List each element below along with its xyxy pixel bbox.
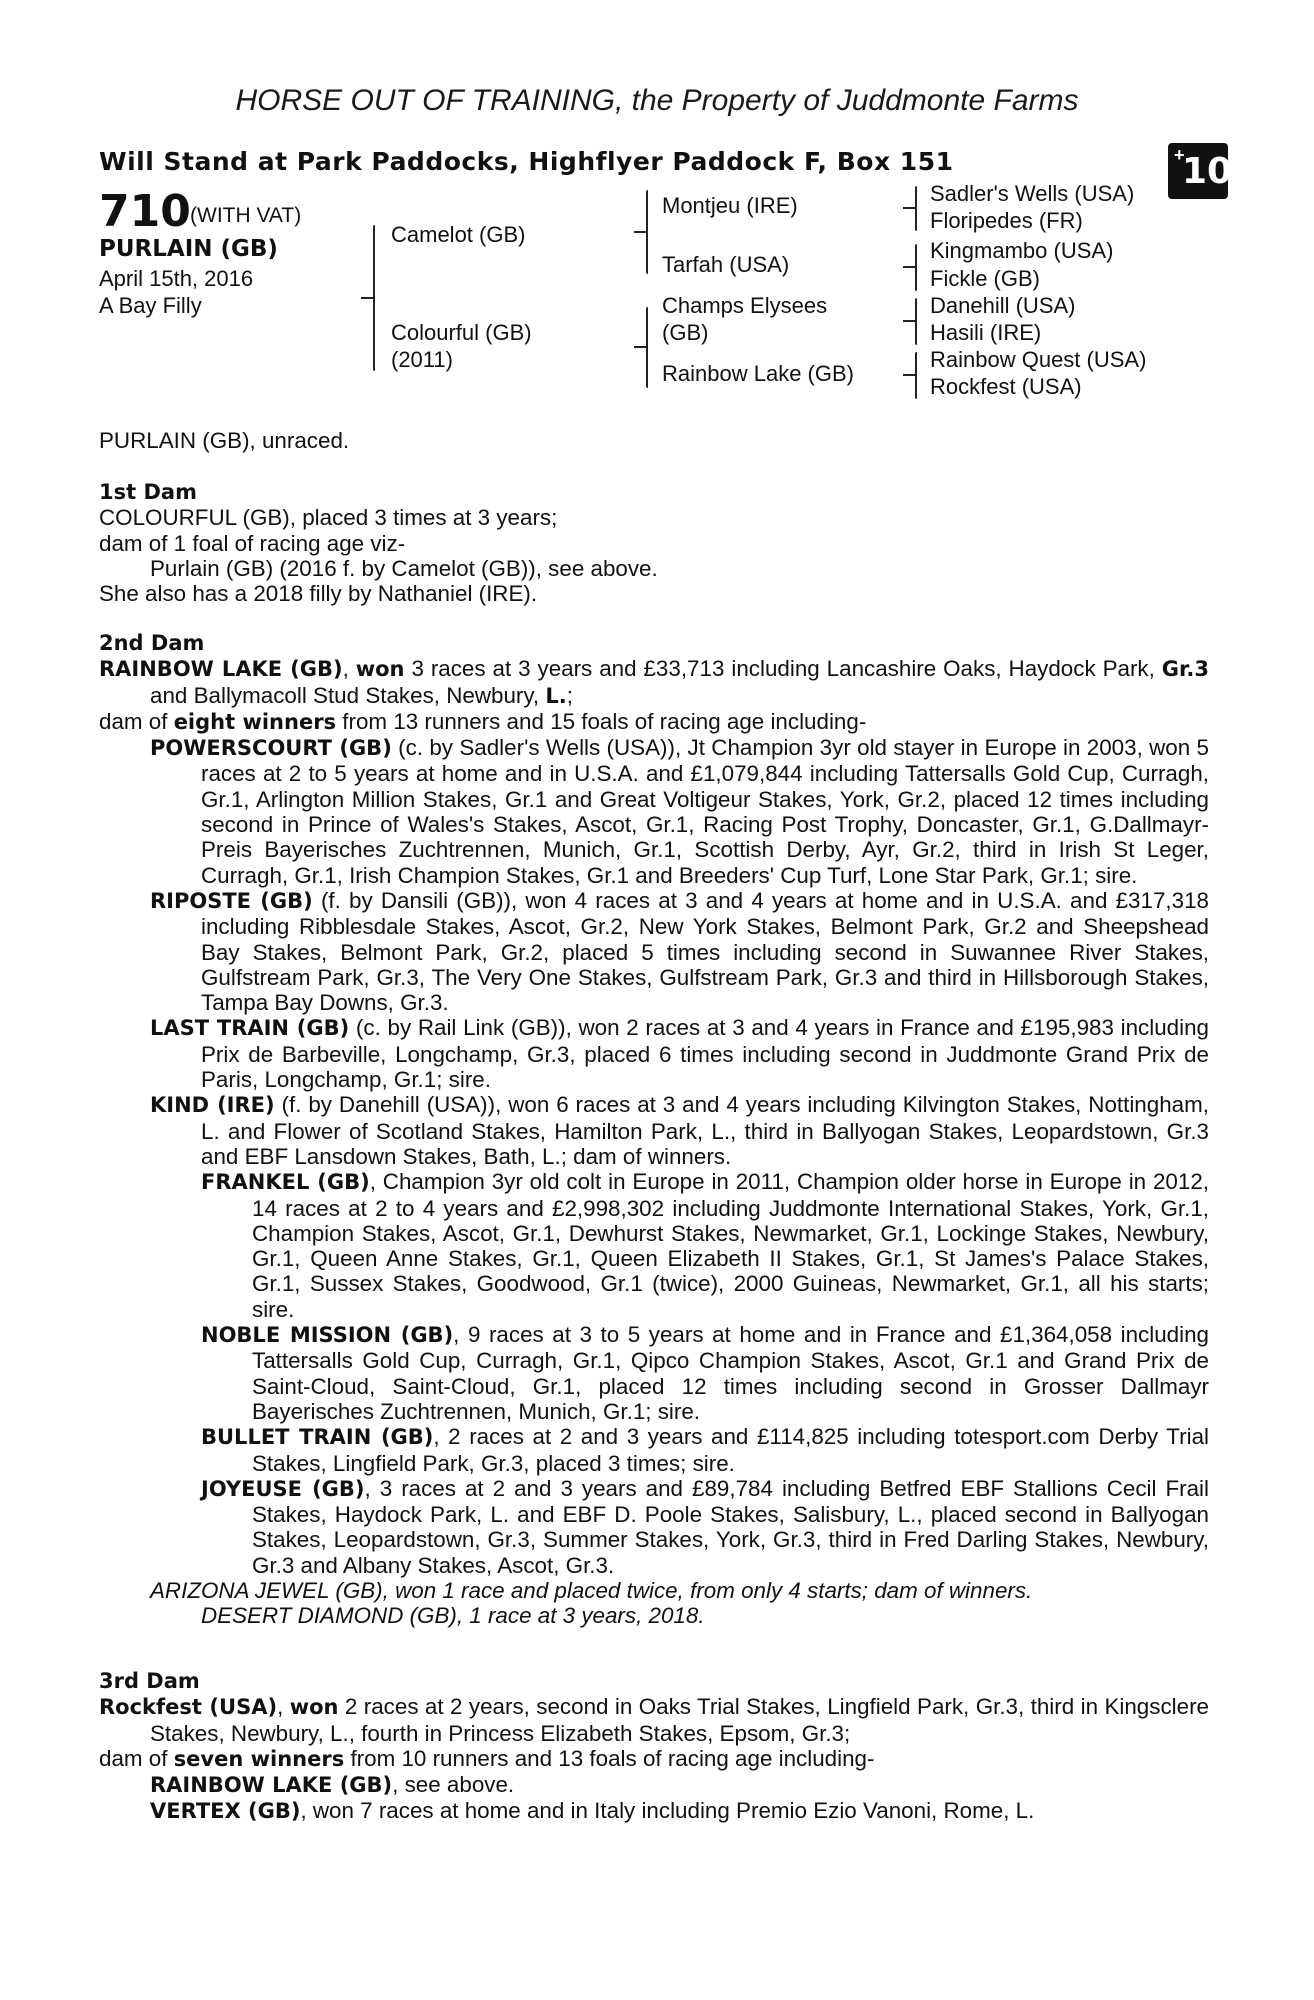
first-dam-section [99,480,1209,606]
ped-sire-dam: Tarfah (USA) [662,252,790,277]
second-dam-text2: and Ballymacoll Stud Stakes, Newbury, [150,682,546,708]
second-dam-record: RAINBOW LAKE (GB), won 3 races at 3 years and £33,713 including Lancashire Oaks, Haydock Park, Gr.3 and Ballymacoll Stud Stakes, Newbury, L.; [99,656,1209,708]
brace-sire [646,190,648,274]
brace-gen3-4 [915,352,917,399]
plus10-badge [1168,143,1233,199]
horse-name: PURLAIN (GB) [99,236,278,262]
produce-joyeuse [201,1476,1209,1578]
second-dam-name: RAINBOW LAKE (GB) [99,657,343,682]
vertex-name: VERTEX (GB) [150,1799,301,1824]
horse-description: A Bay Filly [99,293,202,318]
brace-gen3-2 [915,244,917,291]
ped-dsd: Hasili (IRE) [930,320,1042,345]
joyeuse-text: , 3 races at 2 and 3 years and £89,784 including Betfred EBF Stallions Cecil Frail Stakes, Haydock Park, L. and EBF D. Poole Stakes, Salisbury, L., placed second in Ballyogan Stakes, Leopardstown, Gr.3, Summer Stakes, York, Gr.3, third in Fred Darling Stakes, Newbury, Gr.3 and Albany Stakes, Ascot, Gr.3. [252,1475,1209,1578]
ped-ssd: Floripedes (FR) [930,208,1083,233]
produce-bullet-train [201,1424,1209,1476]
ped-sss: Sadler's Wells (USA) [930,181,1135,206]
kind-text: (f. by Danehill (USA)), won 6 races at 3 and 4 years including Kilvington Stakes, Nottingham, L. and Flower of Scotland Stakes, Hamilton Park, L., third in Ballyogan Stakes, Leopardstown, Gr.3 and EBF Lansdown Stakes, Bath, L.; dam of winners. [201,1092,1209,1169]
rainbow-lake-text: , see above. [392,1772,515,1798]
damof-winners: eight winners [173,709,337,734]
lot-number: 710 [99,186,191,237]
ped-dam-year: (2011) [391,347,453,372]
last-train-name: LAST TRAIN (GB) [150,1016,350,1041]
third-dam-text: 2 races at 2 years, second in Oaks Trial Stakes, Lingfield Park, Gr.3, third in Kingsclere Stakes, Newbury, L., fourth in Princess Elizabeth Stakes, Epsom, Gr.3; [150,1694,1209,1746]
third-dam-name: Rockfest (USA) [99,1695,278,1720]
brace-gen3-1 [915,186,917,231]
first-dam-line1: COLOURFUL (GB), placed 3 times at 3 years; [99,505,558,531]
ped-dam-dam: Rainbow Lake (GB) [662,361,854,386]
stand-location: Will Stand at Park Paddocks, Highflyer Paddock F, Box 151 [99,147,954,176]
powerscourt-text: (c. by Sadler's Wells (USA)), Jt Champion 3yr old stayer in Europe in 2003, won 5 races at 2 to 5 years at home and in U.S.A. and £1,079,844 including Tattersalls Gold Cup, Curragh, Gr.1, Arlington Million Stakes, Gr.1 and Great Voltigeur Stakes, York, Gr.2, placed 12 times including second in Prince of Wales's Stakes, Ascot, Gr.1, Racing Post Trophy, Doncaster, Gr.1, G.Dallmayr-Preis Bayerisches Zuchtrennen, Munich, Gr.1, Scottish Derby, Ayr, Gr.2, third in Irish St Leger, Curragh, Gr.1, Irish Champion Stakes, Gr.1 and Breeders' Cup Turf, Lone Star Park, Gr.1; sire. [201,735,1209,888]
produce-vertex [150,1798,1209,1824]
third-damof-winners: seven winners [173,1746,345,1771]
produce-powerscourt [150,735,1209,888]
second-dam-text1: 3 races at 3 years and £33,713 including Lancashire Oaks, Haydock Park, [404,656,1162,682]
bullet-train-name: BULLET TRAIN (GB) [201,1425,434,1450]
page-heading: HORSE OUT OF TRAINING, the Property of Juddmonte Farms [235,84,1079,117]
third-dam-section [99,1669,1209,1825]
foaling-date: April 15th, 2016 [99,266,254,291]
produce-kind [150,1092,1209,1169]
powerscourt-name: POWERSCOURT (GB) [150,736,392,761]
second-dam-heading: 2nd Dam [99,631,205,655]
damof-a: dam of [99,708,174,734]
ped-sdd: Fickle (GB) [930,266,1040,291]
first-dam-line2: dam of 1 foal of racing age viz- [99,530,406,556]
produce-noble-mission [201,1322,1209,1424]
second-dam-gr3: Gr.3 [1161,657,1209,682]
frankel-name: FRANKEL (GB) [201,1170,370,1195]
third-dam-record: Rockfest (USA), won 2 races at 2 years, second in Oaks Trial Stakes, Lingfield Park, Gr.3, third in Kingsclere Stakes, Newbury, L., fourth in Princess Elizabeth Stakes, Epsom, Gr.3; [99,1694,1209,1746]
third-damof-c: from 10 runners and 13 foals of racing age including- [344,1745,875,1771]
second-dam-text3: ; [566,682,573,708]
joyeuse-name: JOYEUSE (GB) [201,1476,365,1501]
unraced-text: PURLAIN (GB), unraced. [99,428,350,453]
brace-dam [646,307,648,388]
produce-desert-diamond: DESERT DIAMOND (GB), 1 race at 3 years, 2018. [201,1603,705,1629]
ped-ddd: Rockfest (USA) [930,374,1082,399]
noble-mission-text: , 9 races at 3 to 5 years at home and in France and £1,364,058 including Tattersalls Gold Cup, Curragh, Gr.1, Qipco Champion Stakes, Ascot, Gr.1 and Grand Prix de Saint-Cloud, Saint-Cloud, Gr.1, placed 12 times including second in Grosser Dallmayr Bayerisches Zuchtrennen, Munich, Gr.1; sire. [252,1322,1209,1424]
third-dam-heading: 3rd Dam [99,1669,200,1693]
bullet-train-text: , 2 races at 2 and 3 years and £114,825 including totesport.com Derby Trial Stakes, Lingfield Park, Gr.3, placed 3 times; sire. [252,1424,1209,1476]
second-dam-won: won [355,657,405,682]
badge-number: 10 [1182,151,1233,192]
produce-riposte [150,888,1209,1015]
ped-sire: Camelot (GB) [391,222,526,247]
ped-sds: Kingmambo (USA) [930,238,1114,263]
second-dam-section [99,631,1209,1629]
kind-produce [150,1169,1209,1578]
produce-rainbow-lake [150,1772,1209,1798]
produce-arizona-jewel: ARIZONA JEWEL (GB), won 1 race and placed twice, from only 4 starts; dam of winners. [150,1577,1033,1603]
ped-dam: Colourful (GB) [391,320,532,345]
second-dam-listed: L. [545,683,567,708]
third-dam-produce [99,1772,1209,1825]
produce-last-train [150,1015,1209,1092]
second-dam-damof [99,709,1209,735]
vertex-text: , won 7 races at home and in Italy including Premio Ezio Vanoni, Rome, L. [300,1798,1035,1824]
unraced-line [99,428,1209,453]
badge-plus: + [1174,145,1185,165]
brace-gen3-3 [915,298,917,345]
last-train-text: (c. by Rail Link (GB)), won 2 races at 3 and 4 years in France and £195,983 including Prix de Barbeville, Longchamp, Gr.3, placed 6 times including second in Juddmonte Grand Prix de Paris, Longchamp, Gr.1; sire. [201,1015,1210,1093]
ped-dam-sire-country: (GB) [662,320,709,345]
noble-mission-name: NOBLE MISSION (GB) [201,1323,454,1348]
damof-c: from 13 runners and 15 foals of racing age including- [336,708,867,734]
ped-dam-sire: Champs Elysees [662,293,828,318]
second-dam-produce [99,735,1209,1628]
kind-name: KIND (IRE) [150,1093,275,1118]
vat-note: (WITH VAT) [190,204,302,227]
first-dam-produce: Purlain (GB) (2016 f. by Camelot (GB)), see above. [150,555,658,581]
produce-frankel [201,1169,1209,1322]
first-dam-line4: She also has a 2018 filly by Nathaniel (IRE). [99,581,538,607]
brace-gen1 [373,225,375,371]
ped-sire-sire: Montjeu (IRE) [662,193,798,218]
third-dam-won: won [289,1695,339,1720]
rainbow-lake-name: RAINBOW LAKE (GB) [150,1773,393,1798]
ped-dss: Danehill (USA) [930,293,1076,318]
third-damof-a: dam of [99,1745,174,1771]
ped-dds: Rainbow Quest (USA) [930,347,1147,372]
third-dam-damof [99,1746,1209,1772]
frankel-text: , Champion 3yr old colt in Europe in 2011, Champion older horse in Europe in 2012, 14 races at 2 to 4 years and £2,998,302 including Juddmonte International Stakes, York, Gr.1, Champion Stakes, Ascot, Gr.1, Dewhurst Stakes, Newmarket, Gr.1, Lockinge Stakes, Newbury, Gr.1, Queen Anne Stakes, Gr.1, Queen Elizabeth II Stakes, Gr.1, St James's Palace Stakes, Gr.1, Sussex Stakes, Goodwood, Gr.1 (twice), 2000 Guineas, Newmarket, Gr.1, all his starts; sire. [252,1169,1209,1322]
riposte-name: RIPOSTE (GB) [150,888,313,913]
first-dam-heading: 1st Dam [99,480,197,504]
riposte-text: (f. by Dansili (GB)), won 4 races at 3 and 4 years at home and in U.S.A. and £317,318 including Ribblesdale Stakes, Ascot, Gr.2, New York Stakes, Belmont Park, Gr.2 and Sheepshead Bay Stakes, Belmont Park, Gr.2, placed 5 times including second in Suwannee River Stakes, Gulfstream Park, Gr.3, The Very One Stakes, Gulfstream Park, Gr.3 and third in Hillsborough Stakes, Tampa Bay Downs, Gr.3. [201,887,1209,1016]
